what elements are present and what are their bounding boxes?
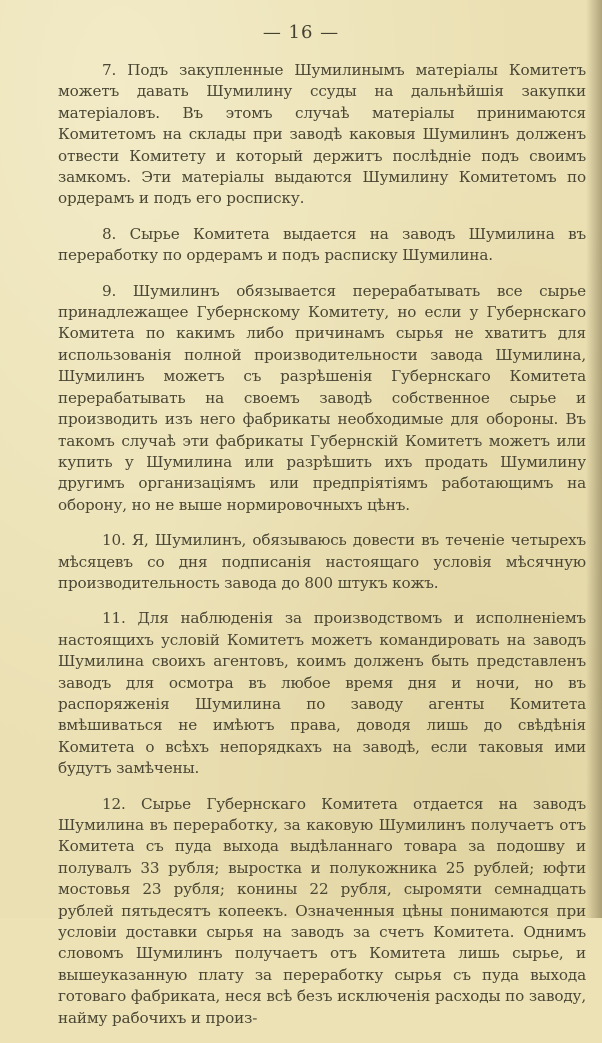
paragraph-12: 12. Сырье Губернскаго Комитета отдается на заводъ Шумилина въ переработку, за каковую Шумилинъ получаетъ отъ Комитета съ пуда выхода выдѣланнаго товара за подошву и полувалъ 33 рубля; выростка и полукожника 25 рублей; юфти мостовья 23 рубля; конины 22 рубля, сыромяти семнадцать рублей пятьдесятъ копеекъ. Означенныя цѣны понимаются при условіи доставки сырья на заводъ за счетъ Комитета. Однимъ словомъ Шумилинъ получаетъ отъ Комитета лишь сырье, и вышеуказанную плату за переработку сырья съ пуда выхода готоваго фабриката, неся всѣ безъ исключенія расходы по заводу, найму рабочихъ и произ-	[58, 794, 586, 1027]
paragraph-8: 8. Сырье Комитета выдается на заводъ Шумилина въ переработку по ордерамъ и подъ расписку Шумилина.	[58, 224, 586, 265]
document-body	[58, 60, 586, 1043]
page-edge-shadow	[586, 0, 602, 918]
page-number: — 16 —	[262, 22, 340, 43]
paragraph-11: 11. Для наблюденія за производствомъ и исполненіемъ настоящихъ условій Комитетъ можетъ командировать на заводъ Шумилина своихъ агентовъ, коимъ долженъ быть представленъ заводъ для осмотра въ любое время дня и ночи, но въ распоряженія Шумилина по заводу агенты Комитета вмѣшиваться не имѣютъ права, доводя лишь до свѣдѣнія Комитета о всѣхъ непорядкахъ на заводѣ, если таковыя ими будутъ замѣчены.	[58, 609, 586, 778]
paragraph-10: 10. Я, Шумилинъ, обязываюсь довести въ теченіе четырехъ мѣсяцевъ со дня подписанія настоящаго условія мѣсячную производительность завода до 800 штукъ кожъ.	[58, 531, 586, 592]
paragraph-7: 7. Подъ закупленные Шумилинымъ матеріалы Комитетъ можетъ давать Шумилину ссуды на дальнѣйшія закупки матеріаловъ. Въ этомъ случаѣ матеріалы принимаются Комитетомъ на склады при заводѣ каковыя Шумилинъ долженъ отвести Комитету и который держитъ послѣдніе подъ своимъ замкомъ. Эти матеріалы выдаются Шумилину Комитетомъ по ордерамъ и подъ его росписку.	[58, 61, 586, 208]
paragraph-9: 9. Шумилинъ обязывается перерабатывать все сырье принадлежащее Губернскому Комитету, но если у Губернскаго Комитета по какимъ либо причинамъ сырья не хватитъ для использованія полной производительности завода Шумилина, Шумилинъ можетъ съ разрѣшенія Губернскаго Комитета перерабатывать на своемъ заводѣ собственное сырье и производить изъ него фабрикаты необходимые для обороны. Въ такомъ случаѣ эти фабрикаты Губернскій Комитетъ можетъ или купить у Шумилина или разрѣшить ихъ продать Шумилину другимъ организаціямъ или предпріятіямъ работающимъ на оборону, но не выше нормировочныхъ цѣнъ.	[58, 281, 586, 514]
